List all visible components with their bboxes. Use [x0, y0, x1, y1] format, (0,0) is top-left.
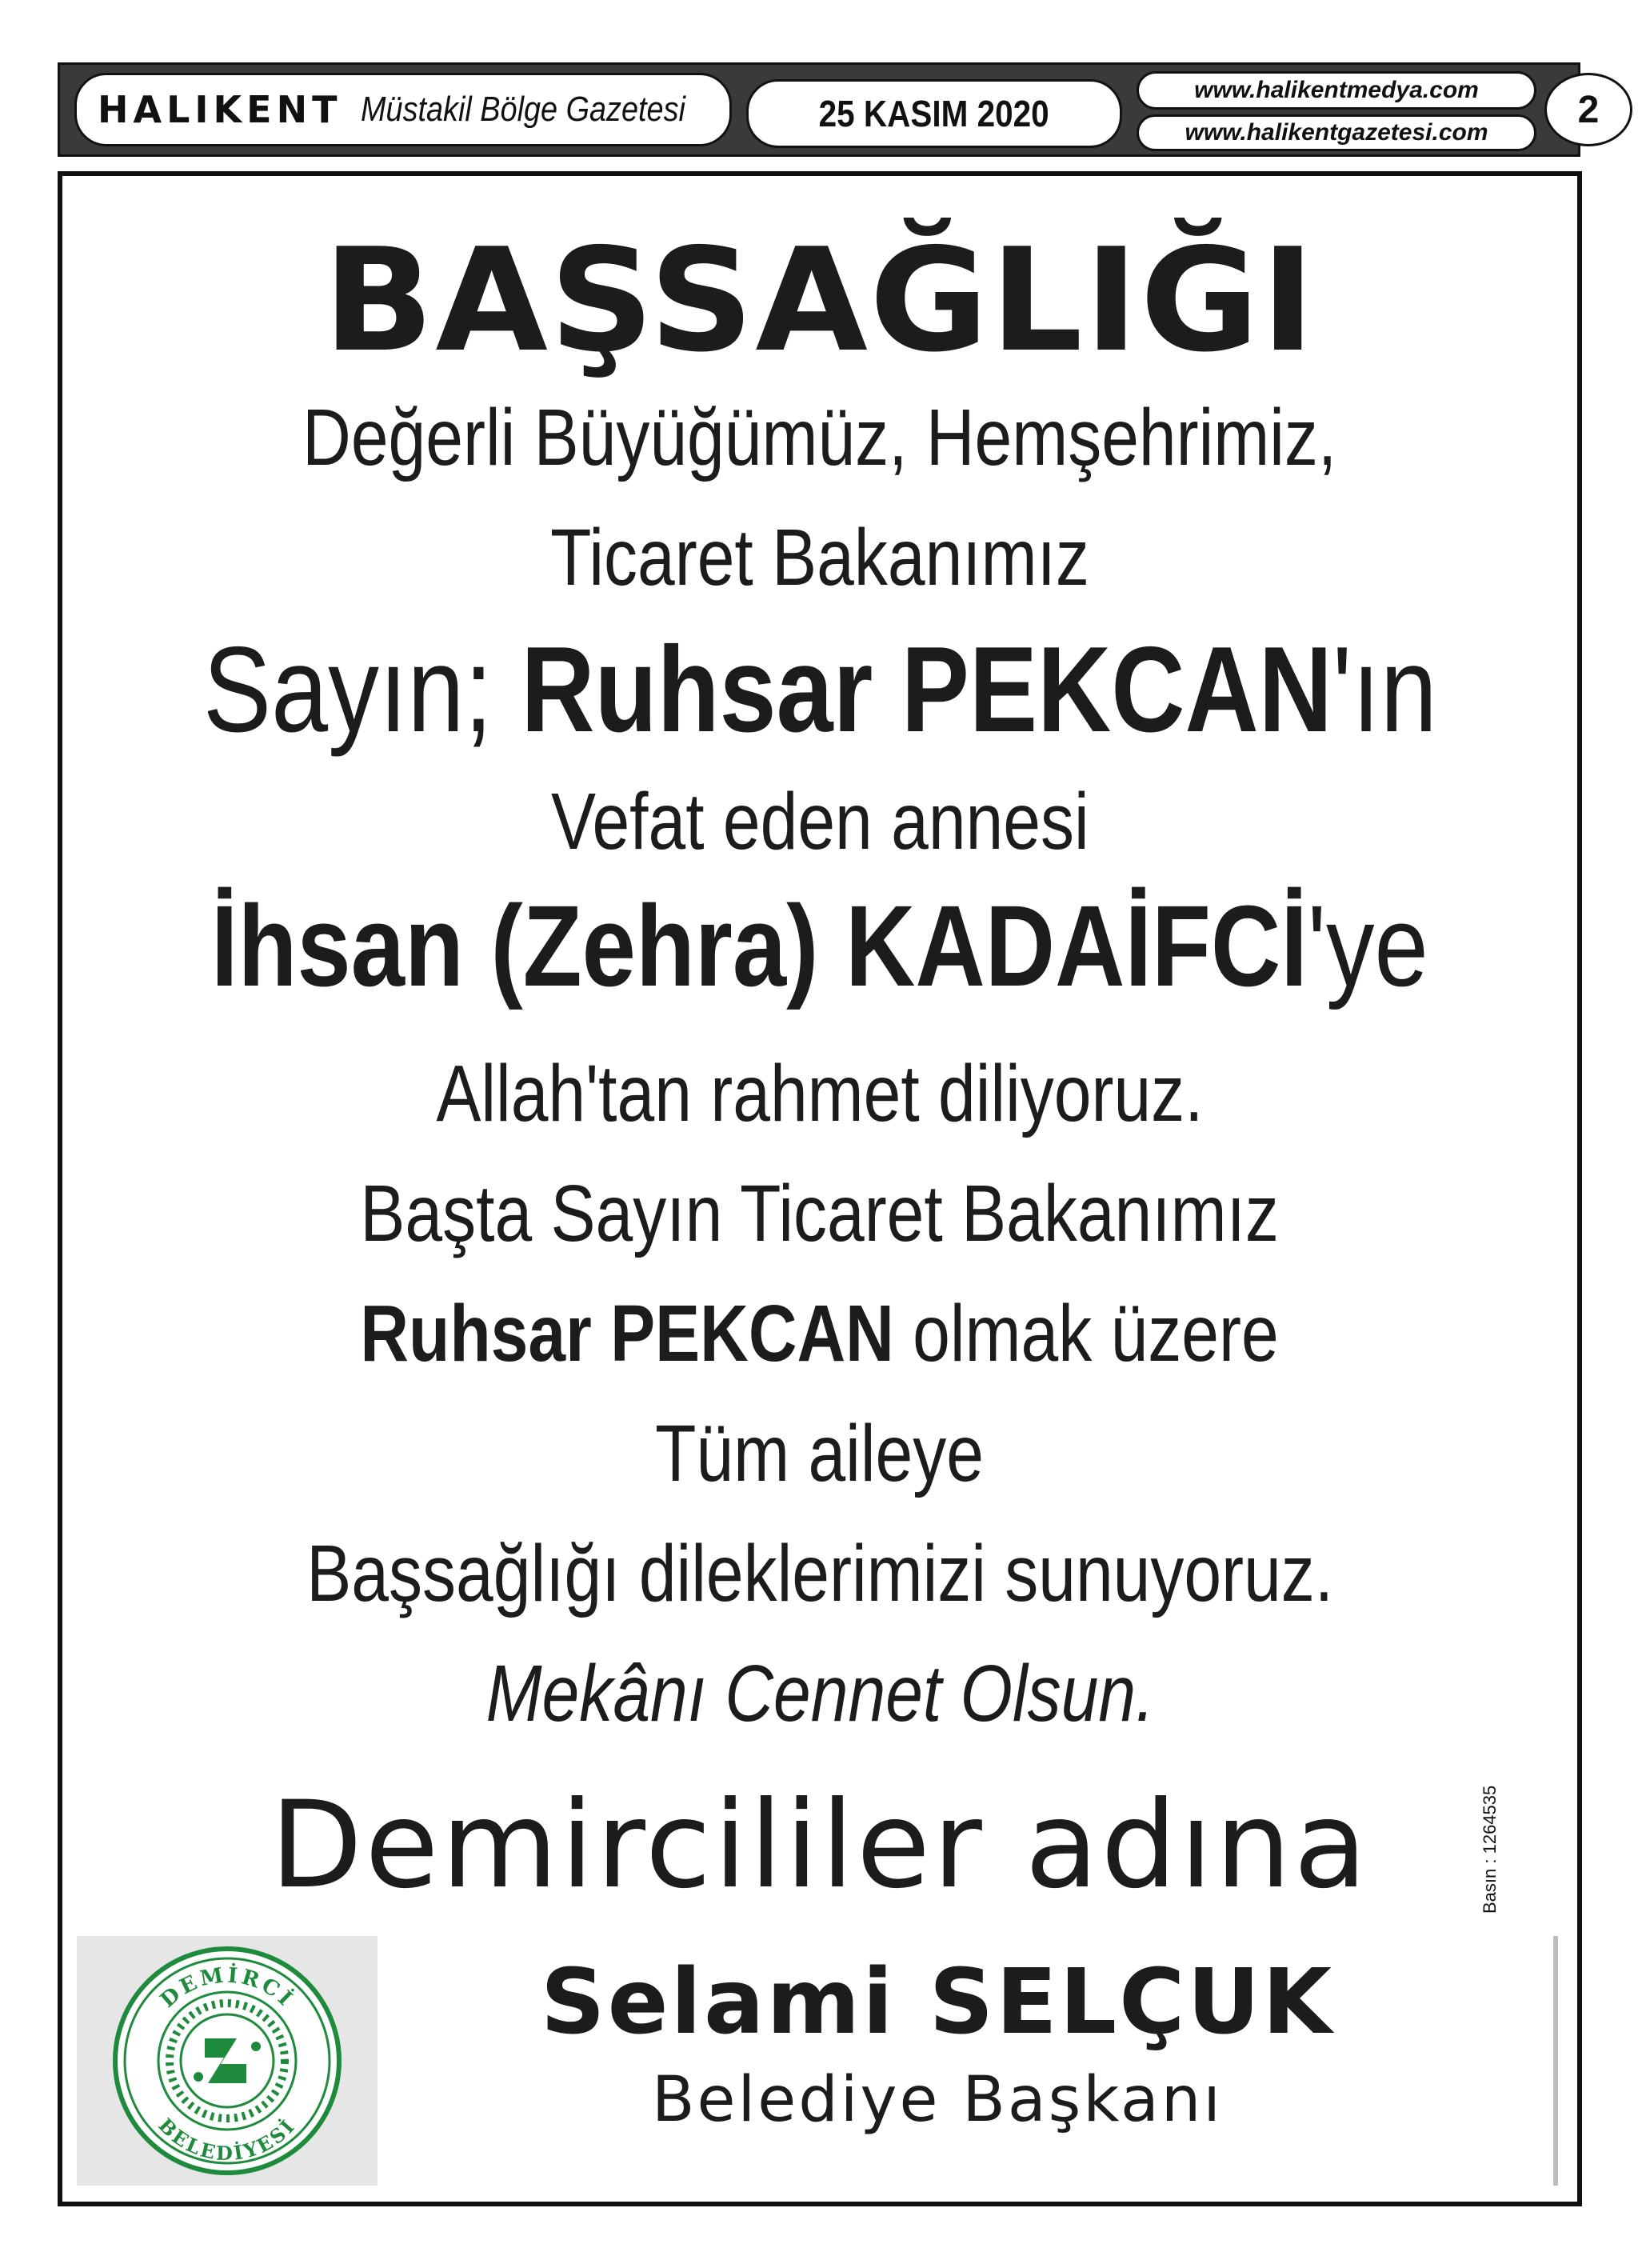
notice-line-5 — [62, 880, 1577, 1013]
signer-name: Selami SELÇUK — [540, 1950, 1335, 2054]
page-number: 2 — [1544, 73, 1632, 146]
notice-title: BAŞSAĞLIĞI — [322, 218, 1317, 383]
condolence-notice — [58, 171, 1582, 2206]
newspaper-name: HALIKENT — [98, 88, 342, 131]
deceased-name: İhsan (Zehra) KADAİFCİ — [211, 882, 1308, 1010]
name-suffix: 'ın — [1332, 622, 1437, 758]
minister-name-repeat: Ruhsar PEKCAN — [360, 1289, 895, 1378]
demirci-belediyesi-seal-icon — [77, 1936, 378, 2186]
website-link-gazetesi[interactable]: www.halikentgazetesi.com — [1137, 114, 1536, 151]
signature-panel — [77, 1936, 1558, 2186]
notice-line-6: Allah'tan rahmet diliyoruz. — [436, 1049, 1204, 1138]
issue-date: 25 KASIM 2020 — [818, 93, 1050, 134]
signer-title: Belediye Başkanı — [652, 2064, 1223, 2136]
masthead-pill — [74, 73, 732, 146]
newspaper-subtitle: Müstakil Bölge Gazetesi — [361, 90, 686, 129]
notice-line-8: Ruhsar PEKCAN olmak üzere — [360, 1289, 1280, 1378]
deceased-suffix: 'ye — [1308, 882, 1428, 1010]
on-behalf-line: Demircililer adına — [270, 1776, 1370, 1915]
notice-line-3 — [62, 620, 1577, 760]
notice-line-9: Tüm aileye — [655, 1409, 985, 1498]
press-code: Basın : 1264535 — [1480, 1785, 1500, 1914]
municipality-logo — [77, 1936, 378, 2186]
svg-text:DEMİRCİ: DEMİRCİ — [155, 1962, 299, 2013]
newspaper-header — [58, 62, 1600, 157]
minister-name: Ruhsar PEKCAN — [521, 622, 1332, 758]
website-link-medya[interactable]: www.halikentmedya.com — [1137, 71, 1536, 110]
notice-line-1: Değerli Büyüğümüz, Hemşehrimiz, — [302, 393, 1337, 482]
svg-text:BELEDİYESİ: BELEDİYESİ — [154, 2113, 301, 2166]
notice-closing: Mekânı Cennet Olsun. — [485, 1649, 1154, 1738]
notice-line-10: Başsağlığı dileklerimizi sunuyoruz. — [306, 1529, 1333, 1618]
honorific: Sayın; — [202, 622, 521, 758]
issue-date-pill — [746, 79, 1122, 148]
notice-line-4: Vefat eden annesi — [550, 777, 1089, 866]
notice-line-2: Ticaret Bakanımız — [550, 513, 1089, 602]
notice-line-7: Başta Sayın Ticaret Bakanımız — [360, 1169, 1280, 1258]
